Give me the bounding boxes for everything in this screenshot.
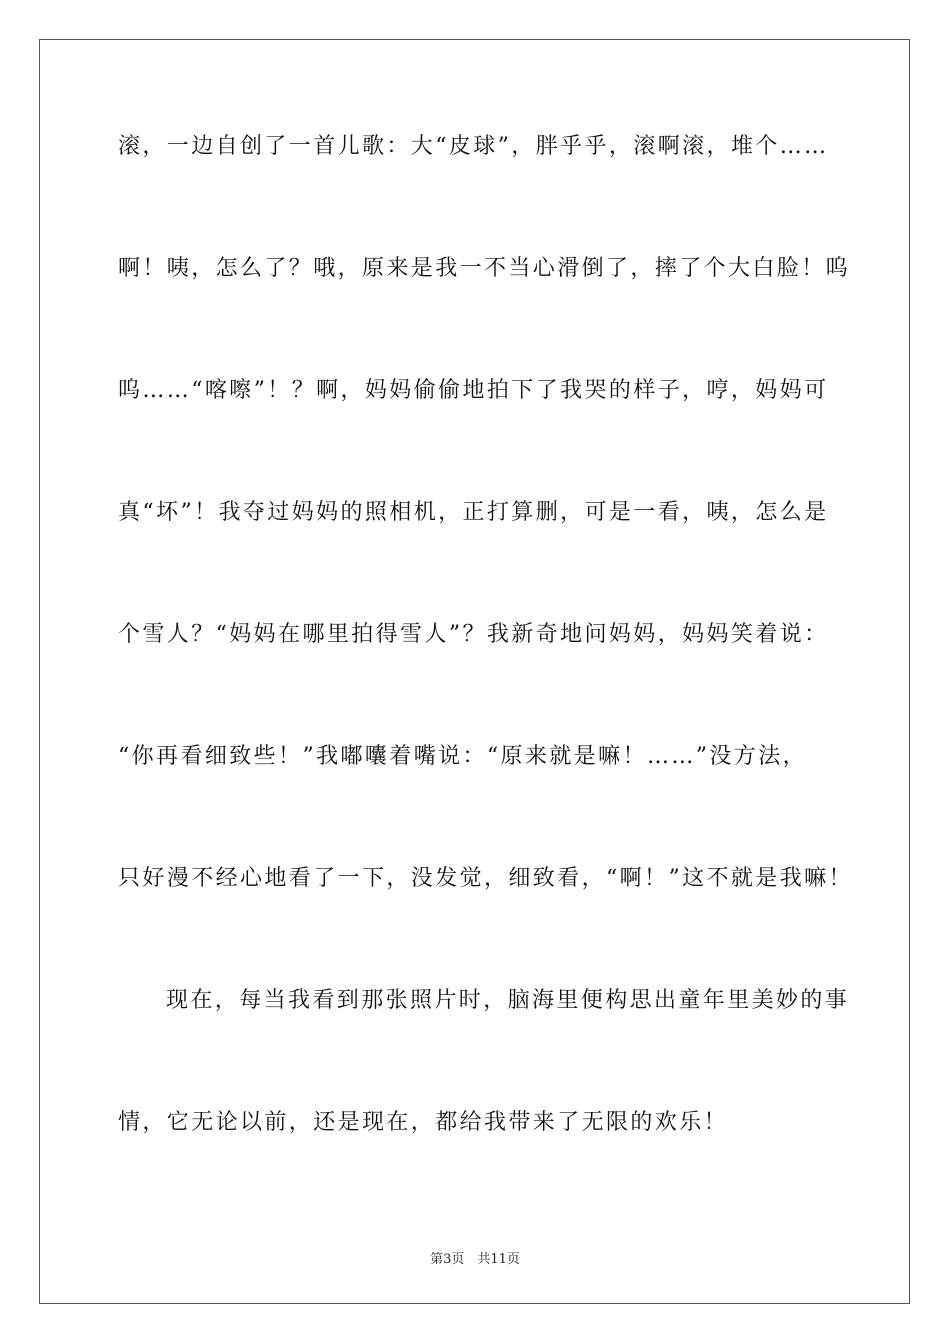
text-line: 滚，一边自创了一首儿歌：大“皮球”，胖乎乎，滚啊滚，堆个……: [118, 134, 829, 159]
text-line: 个雪人？“妈妈在哪里拍得雪人”？我新奇地问妈妈，妈妈笑着说：: [118, 622, 829, 647]
text-line: 情，它无论以前，还是现在，都给我带来了无限的欢乐！: [118, 1110, 729, 1135]
text-line: 真“坏”！我夺过妈妈的照相机，正打算删，可是一看，咦，怎么是: [118, 500, 829, 525]
text-line: 啊！咦，怎么了？哦，原来是我一不当心滑倒了，摔了个大白脸！呜: [118, 256, 851, 281]
document-body: [118, 120, 853, 1218]
paragraph-start-line: 现在，每当我看到那张照片时，脑海里便构思出童年里美妙的事: [166, 988, 850, 1013]
text-line: “你再看细致些！”我嘟囔着嘴说：“原来就是嘛！……”没方法，: [118, 744, 807, 769]
text-line: 只好漫不经心地看了一下，没发觉，细致看，“啊！”这不就是我嘛！: [118, 866, 853, 891]
page-number: 第3页 共11页: [430, 1252, 520, 1267]
text-line: 呜……“喀嚓”！？啊，妈妈偷偷地拍下了我哭的样子，哼，妈妈可: [118, 378, 829, 403]
